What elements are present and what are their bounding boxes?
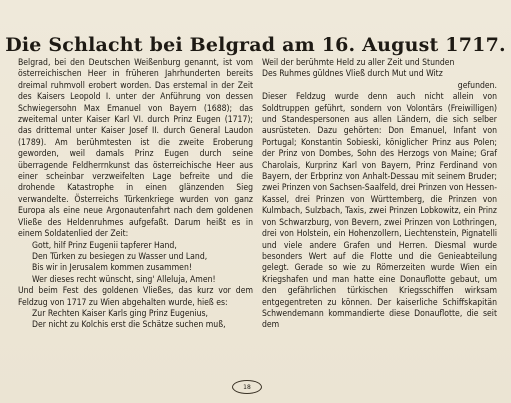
verse-line: Den Türken zu besiegen zu Wasser und Land, (32, 251, 208, 262)
verse-line: Zur Rechten Kaiser Karls ging Prinz Eugenius, (32, 308, 209, 319)
verse-fleece-continued (262, 58, 497, 81)
paragraph-fleece-festival: Und beim Fest des goldenen Vließes, das kurz vor dem Feldzug von 1717 zu Wien abgehalten wurde, hieß es: (18, 286, 253, 308)
verse-line: Wer dieses recht wünscht, sing' Alleluja, Amen! (32, 274, 216, 285)
verse-line-end: gefunden. (457, 80, 497, 91)
paragraph-intro: Belgrad, bei den Deutschen Weißenburg genannt, ist vom österreichischen Heer in früheren Jahrhunderten bereits dreimal ruhmvoll erobert worden. Das erstemal in der Zeit des Kaisers Leopold I. unter der Anführung von dessen Schwiegersohn Max Emanuel von Bayern (1688); das zweitemal unter Kaiser Karl VI. durch Prinz Eugen (1717); das drittemal unter Kaiser Josef II. durch General Laudon (1789). Am berühmtesten ist die zweite Eroberung geworden, weil damals Prinz Eugen durch seine überragende Feldherrnkunst das österreichische Heer aus einer scheinbar verzweifelten Lage befreite und die drohende Katastrophe in einen glänzenden Sieg verwandelte. Österreichs Türkenkriege wurden von ganz Europa als eine neue Argonautenfahrt nach dem goldenen Vließe des Heldenruhmes aufgefaßt. Darum heißt es in einem Soldatenlied der Zeit: (18, 58, 253, 240)
page-title: Die Schlacht bei Belgrad am 16. August 1717. (5, 34, 506, 56)
verse-line: Weil der berühmte Held zu aller Zeit und Stunden (262, 58, 455, 68)
verse-line: Des Ruhmes güldnes Vließ durch Mut und Witz (262, 69, 443, 80)
right-column (262, 58, 497, 332)
paragraph-campaign: Dieser Feldzug wurde denn auch nicht allein von Soldtruppen geführt, sondern von Volontärs (Freiwilligen) und Standespersonen aus allen Ländern, die sich selber ausrüsteten. Dazu gehörten: Don Emanuel, Infant von Portugal; Konstantin Sobieski, königlicher Prinz aus Polen; der Prinz von Dombes, Sohn des Herzogs von Maine; Graf Charolais, Kurprinz Karl von Bayern, Prinz Ferdinand von Bayern, der Erbprinz von Anhalt-Dessau mit seinem Bruder; zwei Prinzen von Sachsen-Saalfeld, drei Prinzen von Hessen-Kassel, drei Prinzen von Württemberg, die Prinzen von Kulmbach, Sulzbach, Taxis, zwei Prinzen Lobkowitz, ein Prinz von Schwarzburg, von Bevern, zwei Prinzen von Lothringen, drei von Holstein, ein Hohenzollern, Liechtenstein, Pignatelli und viele andere Grafen und Herren. Diesmal wurde besonders Wert auf die Flotte und die Genieabteilung gelegt. Gerade so wie zu Römerzeiten wurde Wien ein Kriegshafen und man hatte eine Donauflotte gebaut, um den gefährlichen türkischen Kriegsschiffen wirksam entgegentreten zu können. Der kaiserliche Schiffskapitän Schwendemann kommandierte diese Donauflotte, die seit dem (262, 92, 497, 331)
verse-soldier-song (32, 241, 253, 287)
verse-line: Gott, hilf Prinz Eugenii tapferer Hand, (32, 240, 177, 251)
verse-line: Bis wir in Jerusalem kommen zusammen! (32, 263, 192, 274)
left-column (18, 58, 253, 332)
verse-line: Der nicht zu Kolchis erst die Schätze suchen muß, (32, 320, 226, 331)
verse-fleece (32, 309, 253, 332)
page-number: 18 (232, 380, 262, 394)
